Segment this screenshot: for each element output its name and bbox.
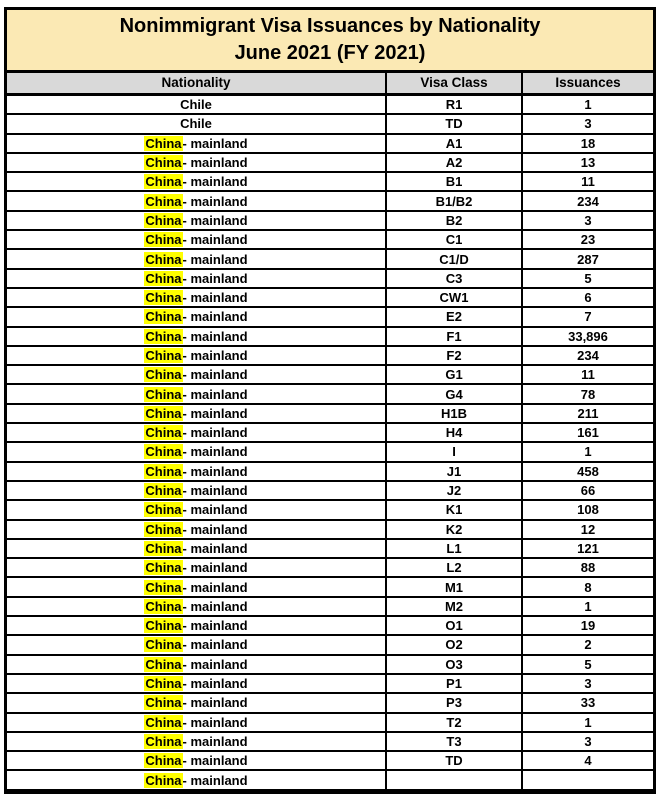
nationality-cell: China - mainland (145, 772, 248, 788)
table-row (7, 482, 653, 501)
table-row (7, 675, 653, 694)
highlight-mark: China (145, 733, 182, 749)
issuances-cell: 211 (521, 405, 653, 422)
highlight-mark: China (145, 598, 182, 614)
issuances-cell: 1 (521, 714, 653, 731)
visa-class-cell: K1 (385, 501, 521, 518)
issuances-cell: 11 (521, 366, 653, 383)
table-row (7, 424, 653, 443)
visa-class-cell: F1 (385, 328, 521, 345)
issuances-cell: 18 (521, 135, 653, 152)
issuances-cell: 234 (521, 347, 653, 364)
nationality-cell: China - mainland (145, 733, 248, 749)
issuances-cell: 78 (521, 385, 653, 402)
issuances-cell: 3 (521, 115, 653, 132)
nationality-cell: China - mainland (145, 425, 248, 441)
table-row (7, 289, 653, 308)
visa-class-cell: O1 (385, 617, 521, 634)
issuances-cell: 3 (521, 212, 653, 229)
highlight-mark: China (145, 135, 182, 151)
table-body (7, 96, 653, 791)
nationality-cell: China - mainland (145, 656, 248, 672)
table-row (7, 463, 653, 482)
issuances-cell: 13 (521, 154, 653, 171)
table-row (7, 559, 653, 578)
visa-class-cell: H4 (385, 424, 521, 441)
table-row (7, 636, 653, 655)
column-header-visa-class: Visa Class (385, 73, 521, 93)
issuances-cell: 12 (521, 521, 653, 538)
highlight-mark: China (145, 367, 182, 383)
highlight-mark: China (145, 193, 182, 209)
visa-class-cell: J2 (385, 482, 521, 499)
nationality-cell: China - mainland (145, 290, 248, 306)
highlight-mark: China (145, 444, 182, 460)
nationality-cell: China - mainland (145, 367, 248, 383)
column-header-nationality: Nationality (161, 75, 231, 90)
issuances-cell: 5 (521, 656, 653, 673)
visa-issuances-table (4, 7, 656, 794)
issuances-cell: 4 (521, 752, 653, 769)
highlight-mark: China (145, 521, 182, 537)
table-row (7, 347, 653, 366)
nationality-cell: China - mainland (145, 270, 248, 286)
visa-class-cell: CW1 (385, 289, 521, 306)
table-row (7, 173, 653, 192)
table-row (7, 771, 653, 790)
nationality-cell: China - mainland (145, 386, 248, 402)
highlight-mark: China (145, 463, 182, 479)
nationality-cell: China - mainland (145, 348, 248, 363)
visa-class-cell: TD (385, 752, 521, 769)
highlight-mark: China (145, 251, 182, 267)
highlight-mark: China (145, 714, 182, 730)
issuances-cell: 19 (521, 617, 653, 634)
table-row (7, 115, 653, 134)
table-row (7, 501, 653, 520)
visa-class-cell: C3 (385, 270, 521, 287)
highlight-mark: China (145, 174, 182, 190)
nationality-cell: China - mainland (145, 155, 248, 171)
table-row (7, 521, 653, 540)
nationality-cell: China - mainland (145, 618, 248, 634)
issuances-cell: 3 (521, 733, 653, 750)
nationality-cell: China - mainland (145, 521, 248, 537)
table-row (7, 212, 653, 231)
visa-class-cell: B1/B2 (385, 192, 521, 209)
highlight-mark: China (145, 618, 182, 634)
visa-class-cell: H1B (385, 405, 521, 422)
title-banner (7, 10, 653, 73)
nationality-cell: China - mainland (145, 695, 248, 711)
highlight-mark: China (145, 270, 182, 286)
highlight-mark: China (145, 155, 182, 171)
issuances-cell: 3 (521, 675, 653, 692)
issuances-cell: 23 (521, 231, 653, 248)
table-row (7, 598, 653, 617)
issuances-cell: 5 (521, 270, 653, 287)
visa-class-cell: L1 (385, 540, 521, 557)
visa-class-cell: L2 (385, 559, 521, 576)
issuances-cell: 7 (521, 308, 653, 325)
issuances-cell: 1 (521, 443, 653, 460)
nationality-cell: Chile (180, 116, 212, 132)
issuances-cell: 33 (521, 694, 653, 711)
issuances-cell: 1 (521, 598, 653, 615)
nationality-cell: China - mainland (145, 193, 248, 209)
highlight-mark: China (145, 425, 182, 441)
highlight-mark: China (145, 637, 182, 653)
table-row (7, 135, 653, 154)
nationality-cell: China - mainland (145, 309, 248, 325)
highlight-mark: China (145, 772, 182, 788)
table-row (7, 617, 653, 636)
nationality-cell: China - mainland (145, 676, 248, 692)
highlight-mark: China (145, 502, 182, 518)
issuances-cell: 108 (521, 501, 653, 518)
table-row (7, 578, 653, 597)
visa-class-cell: K2 (385, 521, 521, 538)
issuances-cell: 287 (521, 250, 653, 267)
visa-class-cell: P1 (385, 675, 521, 692)
table-row (7, 231, 653, 250)
visa-class-cell: B2 (385, 212, 521, 229)
issuances-cell: 458 (521, 463, 653, 480)
nationality-cell: China - mainland (145, 502, 248, 518)
issuances-cell (521, 771, 653, 788)
table-row (7, 385, 653, 404)
table-row (7, 656, 653, 675)
nationality-cell: China - mainland (145, 540, 248, 556)
table-row (7, 366, 653, 385)
visa-class-cell: F2 (385, 347, 521, 364)
visa-class-cell: P3 (385, 694, 521, 711)
issuances-cell: 66 (521, 482, 653, 499)
highlight-mark: China (145, 348, 182, 363)
page-title-line1: Nonimmigrant Visa Issuances by Nationality (119, 15, 541, 37)
page-title-line2: June 2021 (FY 2021) (234, 42, 426, 64)
highlight-mark: China (145, 328, 182, 344)
issuances-cell: 6 (521, 289, 653, 306)
highlight-mark: China (145, 676, 182, 692)
visa-class-cell: TD (385, 115, 521, 132)
issuances-cell: 161 (521, 424, 653, 441)
table-row (7, 96, 653, 115)
table-row (7, 540, 653, 559)
table-row (7, 752, 653, 771)
highlight-mark: China (145, 560, 182, 576)
issuances-cell: 8 (521, 578, 653, 595)
nationality-cell: China - mainland (145, 328, 248, 344)
nationality-cell: Chile (180, 97, 212, 113)
visa-class-cell: O2 (385, 636, 521, 653)
visa-class-cell: E2 (385, 308, 521, 325)
table-row (7, 405, 653, 424)
highlight-mark: China (145, 656, 182, 672)
table-row (7, 694, 653, 713)
issuances-cell: 11 (521, 173, 653, 190)
nationality-cell: China - mainland (145, 405, 248, 421)
highlight-mark: China (145, 753, 182, 769)
table-row (7, 308, 653, 327)
issuances-cell: 1 (521, 96, 653, 113)
nationality-cell: China - mainland (145, 232, 248, 248)
visa-class-cell: B1 (385, 173, 521, 190)
nationality-cell: China - mainland (145, 579, 248, 595)
table-row (7, 250, 653, 269)
nationality-cell: China - mainland (145, 753, 248, 769)
nationality-cell: China - mainland (145, 251, 248, 267)
highlight-mark: China (145, 212, 182, 228)
visa-class-cell: I (385, 443, 521, 460)
visa-class-cell: A2 (385, 154, 521, 171)
visa-class-cell: G1 (385, 366, 521, 383)
highlight-mark: China (145, 695, 182, 711)
table-row (7, 443, 653, 462)
visa-class-cell: M2 (385, 598, 521, 615)
nationality-cell: China - mainland (145, 444, 248, 460)
visa-class-cell: M1 (385, 578, 521, 595)
visa-class-cell: T2 (385, 714, 521, 731)
visa-class-cell: A1 (385, 135, 521, 152)
highlight-mark: China (145, 405, 182, 421)
highlight-mark: China (145, 540, 182, 556)
column-header-issuances: Issuances (521, 73, 653, 93)
table-row (7, 733, 653, 752)
nationality-cell: China - mainland (145, 463, 248, 479)
nationality-cell: China - mainland (145, 560, 248, 576)
table-row (7, 192, 653, 211)
issuances-cell: 121 (521, 540, 653, 557)
nationality-cell: China - mainland (145, 483, 248, 499)
visa-class-cell: G4 (385, 385, 521, 402)
issuances-cell: 234 (521, 192, 653, 209)
visa-class-cell: C1/D (385, 250, 521, 267)
table-header-row (7, 73, 653, 96)
visa-class-cell: R1 (385, 96, 521, 113)
visa-class-cell: T3 (385, 733, 521, 750)
issuances-cell: 88 (521, 559, 653, 576)
highlight-mark: China (145, 579, 182, 595)
nationality-cell: China - mainland (145, 212, 248, 228)
issuances-cell: 2 (521, 636, 653, 653)
highlight-mark: China (145, 386, 182, 402)
nationality-cell: China - mainland (145, 174, 248, 190)
visa-class-cell: O3 (385, 656, 521, 673)
nationality-cell: China - mainland (145, 598, 248, 614)
visa-class-cell: J1 (385, 463, 521, 480)
table-row (7, 714, 653, 733)
highlight-mark: China (145, 290, 182, 306)
table-row (7, 270, 653, 289)
visa-class-cell: C1 (385, 231, 521, 248)
table-row (7, 154, 653, 173)
nationality-cell: China - mainland (145, 637, 248, 653)
issuances-cell: 33,896 (521, 328, 653, 345)
nationality-cell: China - mainland (145, 135, 248, 151)
highlight-mark: China (145, 232, 182, 248)
table-row (7, 328, 653, 347)
highlight-mark: China (145, 309, 182, 325)
visa-class-cell (385, 771, 521, 788)
highlight-mark: China (145, 483, 182, 499)
nationality-cell: China - mainland (145, 714, 248, 730)
